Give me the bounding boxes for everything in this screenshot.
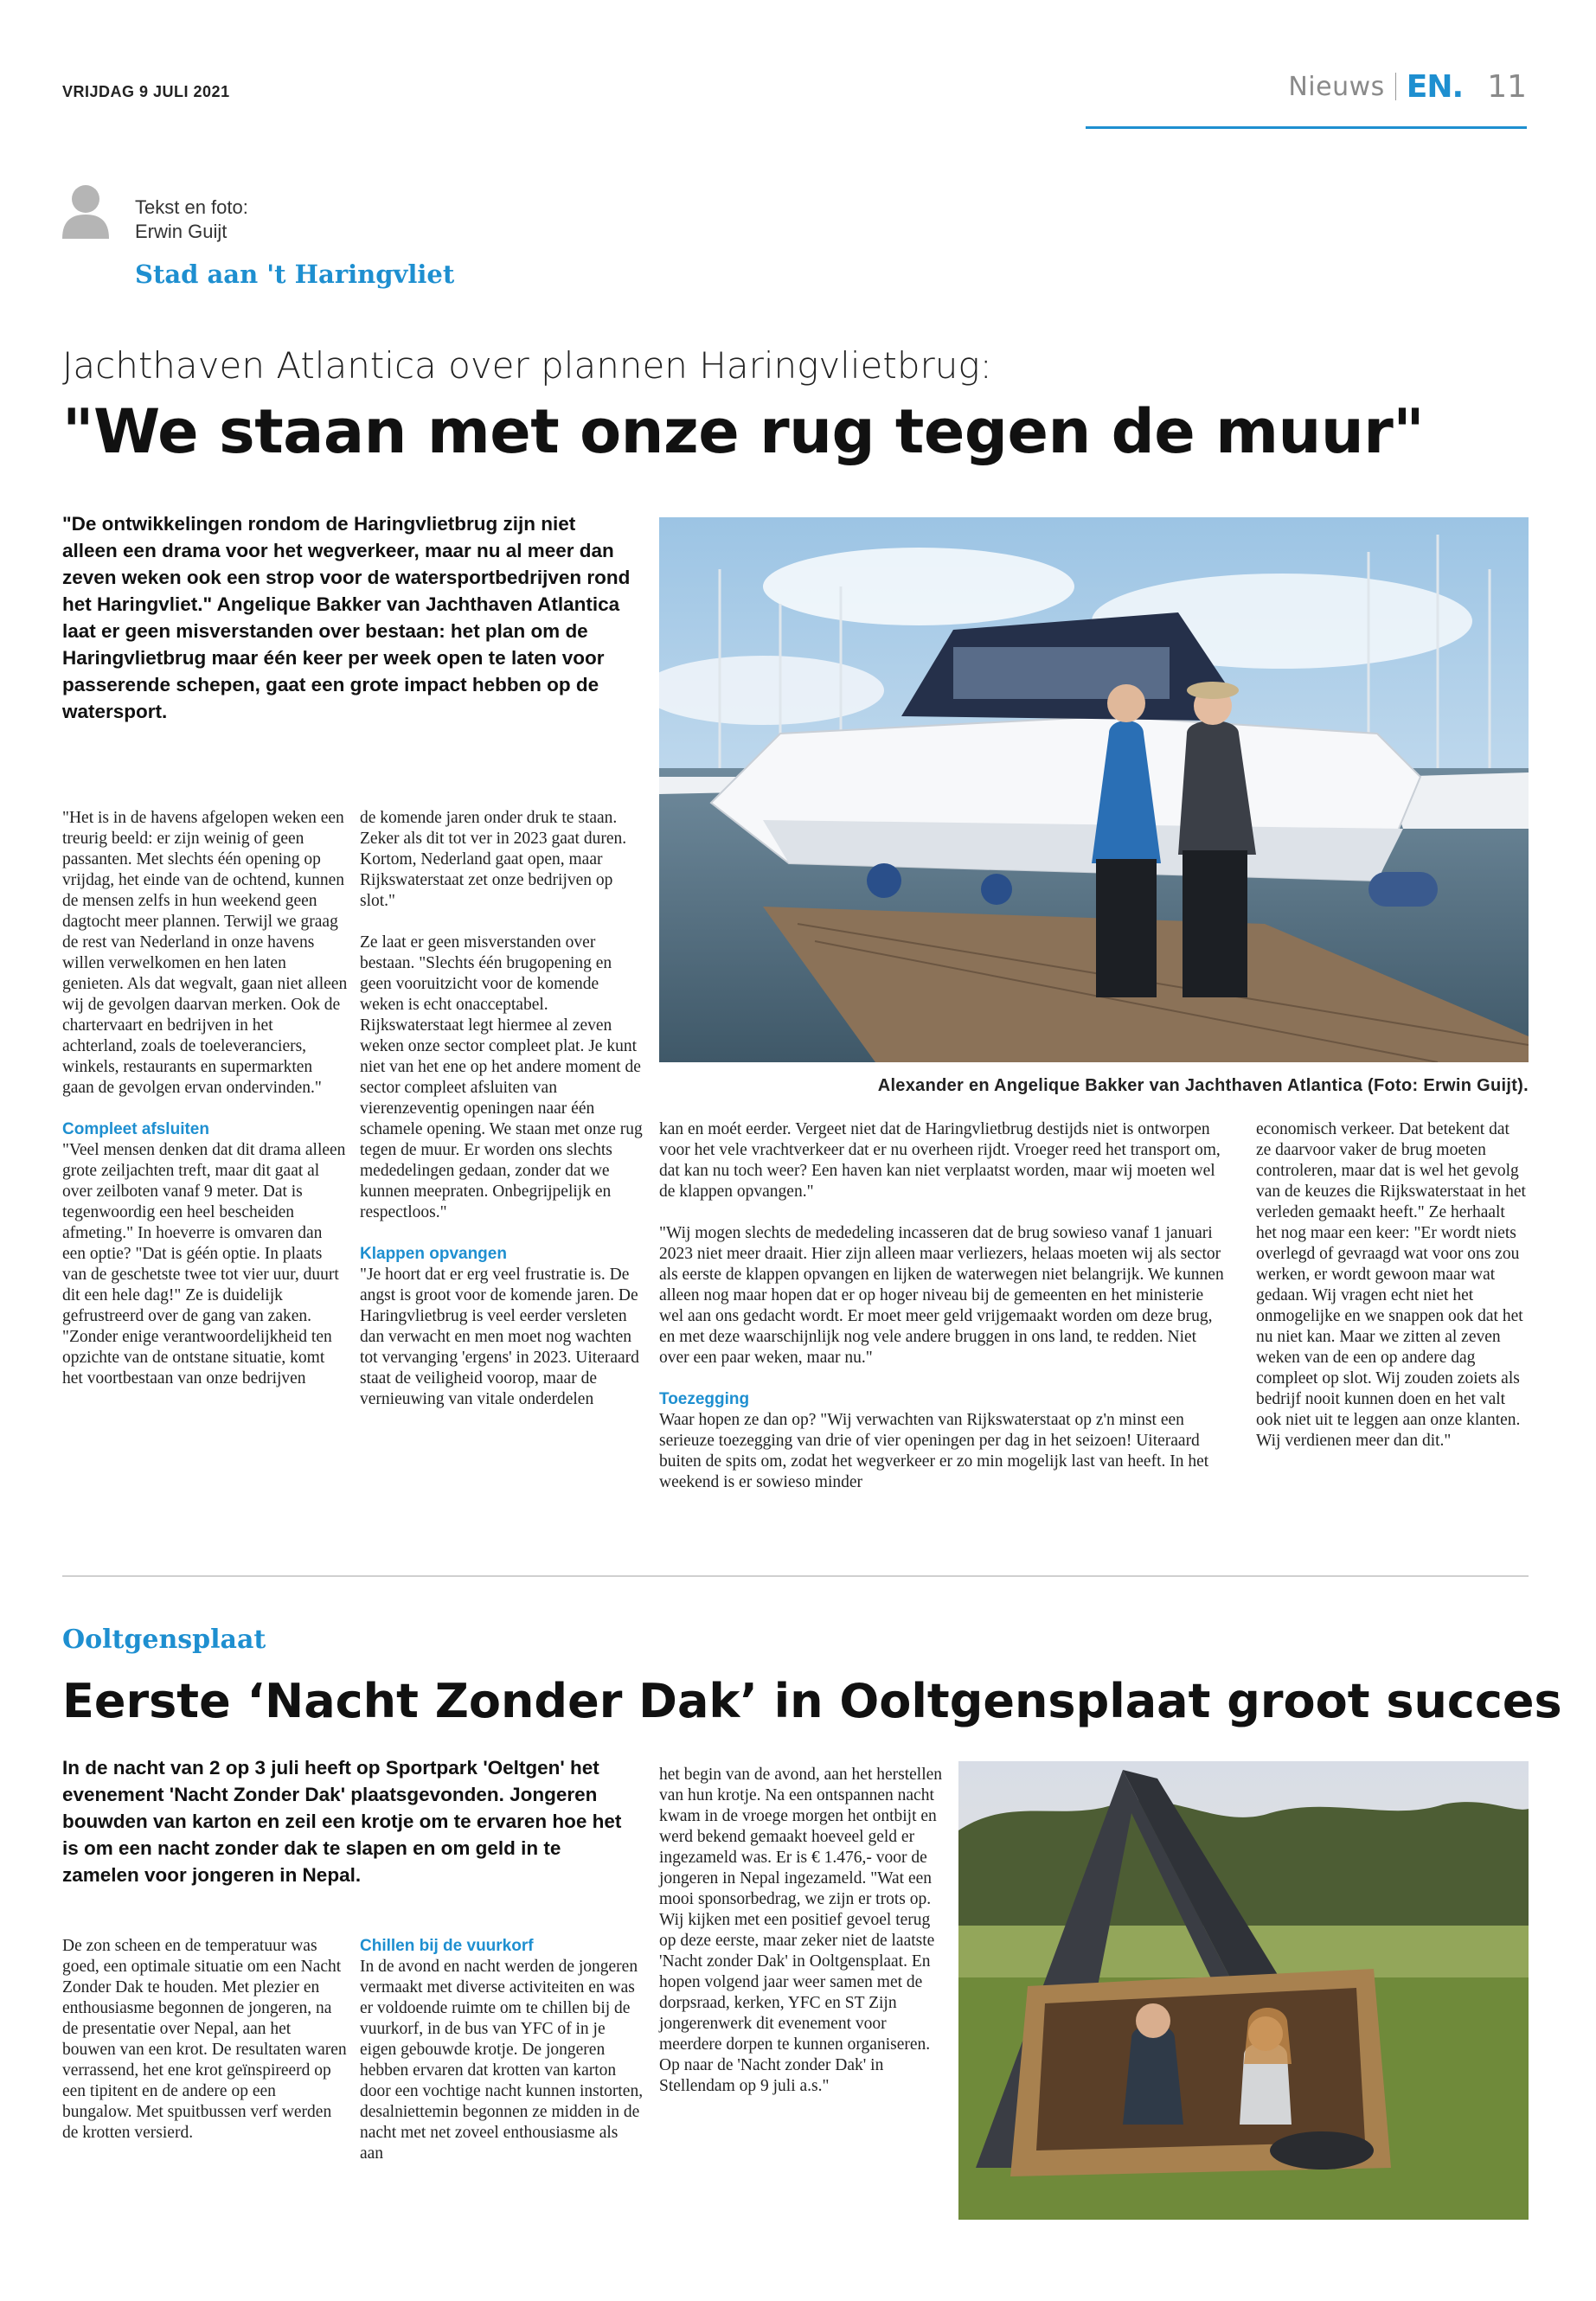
subheading: Klappen opvangen: [360, 1245, 507, 1263]
paragraph: het begin van de avond, aan het herstellen van hun krotje. Na een ontspannen nacht kwam in de vroege morgen het ontbijt en werd bekend gemaakt hoeveel geld er ingezameld was. Er is € 1.476,- voor de jongeren in Nepal ingezameld. "Wat een mooi sponsorbedrag, we zijn er trots op. Wij kijken met een positief gevoel terug op deze eerste, maar zeker niet de laatste 'Nacht zonder Dak' in Ooltgensplaat. En hopen volgend jaar weer samen met de dorpsraad, kerken, YFC en ST Zijn jongerenwerk dit evenement voor meerdere dorpen te kunnen organiseren. Op naar de 'Nacht zonder Dak' in Stellendam op 9 juli a.s.": [659, 1766, 943, 2095]
paragraph: In de avond en nacht werden de jongeren vermaakt met diverse activiteiten en was er voldoende ruimte om te chillen bij de vuurkorf, in de bus van YFC of in je eigen gebouwde krotje. De jongeren hebben ervaren dat krotten van karton door een vochtige nacht kunnen instorten, desalniettemin begonnen ze midden in de nacht met net zoveel enthousiasme als aan: [360, 1958, 644, 2163]
article1-headline: "We staan met onze rug tegen de muur": [62, 396, 1425, 467]
paragraph: "Het is in de havens afgelopen weken een treurig beeld: er zijn weinig of geen passanten. Met slechts één opening op vrijdag, het einde van de ochtend, kunnen de mensen zelfs in hun weekend geen dagtocht meer plannen. Terwijl we graag de rest van Nederland in onze havens willen verwelkomen en hen laten genieten. Als dat wegvalt, gaan niet alleen wij de gevolgen daarvan merken. Ook de chartervaart en bedrijven in het achterland, zoals de toeleveranciers, winkels, restaurants en supermarkten gaan de gevolgen ervan ondervinden.": [62, 809, 348, 1097]
paragraph: Ze laat er geen misverstanden over bestaan. "Slechts één brugopening en geen vooruitzicht voor de komende weken is echt onacceptabel. Rijkswaterstaat legt hiermee al zeven weken onze sector compleet plat. Je kunt niet van het ene op het andere moment de sector compleet afsluiten van vierenzeventig openingen naar één schamele opening. We staan met onze rug tegen de muur. Er worden ons slechts mededelingen gedaan, zonder dat we kunnen meepraten. Onbegrijpelijk en respectloos.": [360, 933, 643, 1221]
masthead-separator: [1395, 73, 1396, 100]
article2-column-1: [62, 1936, 348, 2164]
paragraph: "Je hoort dat er erg veel frustratie is. De angst is groot voor de komende jaren. De Haringvlietbrug is veel eerder versleten dan verwacht en men moet nog wachten tot vervanging 'ergens' in 2023. Uiteraard staat de veiligheid voorop, maar de vernieuwing van vitale onderdelen: [360, 1266, 639, 1408]
article1-column-4: [1256, 1119, 1529, 1472]
masthead: [1288, 67, 1527, 106]
subheading: Toezegging: [659, 1390, 750, 1408]
paragraph: kan en moét eerder. Vergeet niet dat de Haringvlietbrug destijds niet is ontworpen voor het vele vrachtverkeer dat er nu overheen rijdt. Vroeger reed het transport om, dat kan nu toch weer? Een haven kan niet verplaatst worden, maar wij moeten wel de klappen opvangen.": [659, 1120, 1221, 1201]
article2-lead: In de nacht van 2 op 3 juli heeft op Sportpark 'Oeltgen' het evenement 'Nacht Zonder Dak' plaatsgevonden. Jongeren bouwden van karton en zeil een krotje om te ervaren hoe het is om een nacht zonder dak te slapen en om geld in te zamelen voor jongeren in Nepal.: [62, 1757, 622, 1886]
newspaper-logo: EN.: [1406, 68, 1464, 105]
article2-column-3: [659, 1765, 945, 2118]
masthead-rule: [1086, 126, 1527, 129]
byline-credit: Tekst en foto:: [135, 196, 248, 218]
paragraph: "Wij mogen slechts de mededeling incasseren dat de brug sowieso vanaf 1 januari 2023 niet meer draait. Hier zijn alleen maar verliezers, helaas moeten wij als sector als eerste de klappen opvangen en lijken de waterwegen niet belangrijk. We kunnen alleen nog maar hopen dat er op hoger niveau bij de gemeenten en het ministerie wel aan ons gedacht wordt. Er moet meer geld vrijgemaakt worden om deze brug, en met deze waarschijnlijk nog vele andere bruggen in ons land, te redden. Niet over een paar weken, maar nu.": [659, 1224, 1224, 1367]
article-divider: [62, 1575, 1529, 1577]
issue-date: VRIJDAG 9 JULI 2021: [62, 83, 230, 100]
article2-headline: Eerste ‘Nacht Zonder Dak’ in Ooltgensplaat groot succes: [62, 1674, 1562, 1728]
paragraph: "Veel mensen denken dat dit drama alleen grote zeiljachten treft, maar dit gaat al over zeilboten vanaf 9 meter. Dat is tegenwoordig een heel bescheiden afmeting." In hoeverre is omvaren dan een optie? "Dat is géén optie. In plaats van de geschetste twee tot vier uur, duurt dit een hele dag!" Ze is duidelijk gefrustreerd over de gang van zaken. "Zonder enige verantwoordelijkheid ten opzichte van de ontstane situatie, komt het voortbestaan van onze bedrijven: [62, 1141, 346, 1388]
subheading: Chillen bij de vuurkorf: [360, 1937, 534, 1955]
byline: [135, 195, 248, 244]
article1-kicker: Jachthaven Atlantica over plannen Haringvlietbrug:: [62, 344, 992, 387]
paragraph: De zon scheen en de temperatuur was goed, een optimale situatie om een Nacht Zonder Dak te houden. Met plezier en enthousiasme begonnen de jongeren, na de presentatie over Nepal, aan het bouwen van een krot. De resultaten waren verrassend, het ene krot geïnspireerd op een tipitent en de andere op een bungalow. Met spuitbussen verf werden de krotten versierd.: [62, 1937, 347, 2142]
harbor-photo: [659, 517, 1529, 1062]
article2-column-2: [360, 1936, 645, 2185]
paragraph: economisch verkeer. Dat betekent dat ze daarvoor vaker de brug moeten controleren, maar dat is wel het gevolg van de keuzes die Rijkswaterstaat in het verleden gemaakt heeft." Ze herhaalt het nog maar een keer: "Er wordt niets overlegd of gevraagd wat voor ons zou werken, er wordt gewoon maar wat gedaan. Wij vragen echt niet het onmogelijke en we snappen ook dat het nu niet kan. Maar we zitten al zeven weken van de een op andere dag compleet op slot. Wij zouden zoiets als bedrijf nooit kunnen doen en het valt ook niet uit te leggen aan onze klanten. Wij verdienen meer dan dit.": [1256, 1120, 1526, 1450]
subheading: Compleet afsluiten: [62, 1120, 209, 1138]
article1-column-2: [360, 808, 645, 1431]
photo-caption: Alexander en Angelique Bakker van Jachthaven Atlantica (Foto: Erwin Guijt).: [877, 1076, 1529, 1095]
byline-author: Erwin Guijt: [135, 221, 228, 242]
article1-place: Stad aan 't Haringvliet: [135, 260, 455, 289]
cardboard-shelter-photo: [958, 1761, 1529, 2220]
page-number: 11: [1487, 68, 1527, 105]
article1-column-3: [659, 1119, 1230, 1514]
article1-lead: "De ontwikkelingen rondom de Haringvlietbrug zijn niet alleen een drama voor het wegverkeer, maar nu al meer dan zeven weken ook een strop voor de watersportbedrijven rond het Haringvliet." Angelique Bakker van Jachthaven Atlantica laat er geen misverstanden over bestaan: het plan om de Haringvlietbrug maar één keer per week open te laten voor passerende schepen, gaat een grote impact hebben op de watersport.: [62, 513, 631, 722]
paragraph: de komende jaren onder druk te staan. Zeker als dit tot ver in 2023 gaat duren. Kortom, Nederland gaat open, maar Rijkswaterstaat zet onze bedrijven op slot.": [360, 809, 627, 910]
paragraph: Waar hopen ze dan op? "Wij verwachten van Rijkswaterstaat op z'n minst een serieuze toezegging van drie of vier openingen per dag in het seizoen! Uiteraard buiten de spits om, zodat het wegverkeer er zo min mogelijk last van heeft. In het weekend is er sowieso minder: [659, 1411, 1209, 1491]
article1-column-1: [62, 808, 348, 1410]
section-label: Nieuws: [1288, 71, 1385, 102]
author-avatar-icon: [61, 182, 111, 239]
article2-place: Ooltgensplaat: [62, 1625, 266, 1655]
